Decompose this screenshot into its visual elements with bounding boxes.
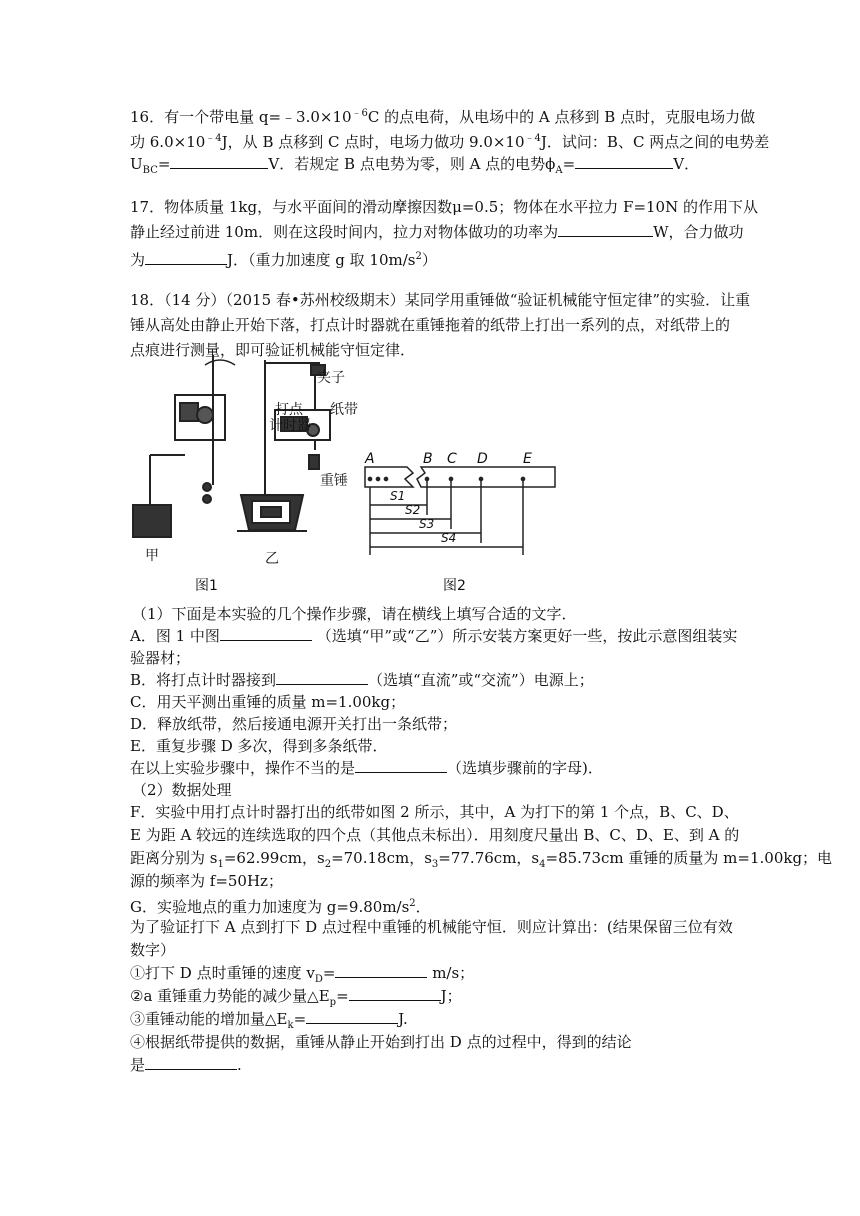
- s-label: S2: [405, 503, 421, 517]
- figure-1-caption: 图1: [195, 578, 218, 594]
- step-g: G．实验地点的重力加速度为 $g=9.80m/s^2$．: [130, 898, 431, 916]
- answer-blank[interactable]: [145, 249, 227, 265]
- question-conclusion-answer: 是 .: [130, 1056, 242, 1074]
- answer-blank[interactable]: [306, 1008, 398, 1024]
- answer-blank[interactable]: [558, 221, 653, 237]
- step-c: C．用天平测出重锤的质量 m=1.00kg；: [130, 693, 406, 711]
- timer-label-2: 计时器: [269, 418, 311, 434]
- jia-label: 甲: [145, 548, 159, 564]
- q16-line-2: 功 $6.0\times 10^{﹣4}J$，从 B 点移到 C 点时，电场力做功 $9.0\times 10^{﹣4}J$．试问：B、C 两点之间的电势差: [130, 133, 770, 151]
- step-f-line-3: 距离分别为 $s_1=62.99cm$，$s_2=70.18cm$，$s_3=77.76cm$，$s_4=85.73cm$ 重锤的质量为 m=1.00kg；电: [130, 849, 833, 870]
- answer-blank[interactable]: [220, 625, 312, 641]
- part1-title: （1）下面是本实验的几个操作步骤，请在横线上填写合适的文字．: [132, 605, 577, 623]
- answer-blank[interactable]: [335, 962, 427, 978]
- step-a-cont: 验器材；: [130, 649, 191, 667]
- q16-line-3: $U_{BC}= V$．若规定 B 点电势为零，则 A 点的电势$\phi_A= V$．: [130, 155, 700, 176]
- question-potential-energy: ②a 重锤重力势能的减少量$\triangle E_p= J$；: [130, 987, 462, 1008]
- s-label: S1: [390, 489, 406, 503]
- improper-step-question: 在以上实验步骤中，操作不当的是 （选填步骤前的字母)．: [130, 759, 603, 777]
- s-label: S4: [441, 531, 457, 545]
- answer-blank[interactable]: [170, 153, 268, 169]
- clip-label: 夹子: [317, 370, 345, 386]
- q18-line-1: 18．（14 分）（2015 春•苏州校级期末）某同学用重锤做“验证机械能守恒定律”的实验．让重: [130, 291, 751, 309]
- point-label: B: [423, 451, 433, 467]
- question-velocity: ①打下 D 点时重锤的速度 $v_D= m/s$；: [130, 964, 475, 985]
- point-label: E: [523, 451, 532, 467]
- point-label: C: [447, 451, 457, 467]
- paper-tape: [365, 467, 555, 555]
- answer-blank[interactable]: [276, 669, 368, 685]
- q16-line-1: 16．有一个带电量 $q=﹣3.0\times 10^{﹣6}C$ 的点电荷，从电场中的 A 点移到 B 点时，克服电场力做: [130, 108, 756, 126]
- tape-label: 纸带: [330, 402, 358, 418]
- step-f-line-1: F．实验中用打点计时器打出的纸带如图 2 所示，其中，A 为打下的第 1 个点，B、C、D、: [130, 803, 739, 821]
- step-f-line-4: 源的频率为 f=50Hz；: [130, 872, 283, 890]
- apparatus-diagram: [125, 355, 735, 605]
- part2-title: （2）数据处理: [132, 781, 232, 799]
- q17-line-3: 为 J．（重力加速度 g 取 $10m/s^2$）: [130, 251, 437, 269]
- point-label: A: [365, 451, 375, 467]
- yi-label: 乙: [265, 551, 279, 567]
- q18-line-2: 锤从高处由静止开始下落，打点计时器就在重锤拖着的纸带上打出一系列的点，对纸带上的: [130, 316, 731, 334]
- experiment-figure: [125, 355, 735, 605]
- answer-blank[interactable]: [355, 757, 447, 773]
- step-d: D．释放纸带，然后接通电源开关打出一条纸带；: [130, 715, 458, 733]
- q18-line-3: 点痕进行测量，即可验证机械能守恒定律．: [130, 341, 416, 359]
- setup-jia: [133, 355, 235, 537]
- step-f-line-2: E 为距 A 较远的连续选取的四个点（其他点未标出）．用刻度尺量出 B、C、D、E、到 A 的: [130, 826, 740, 844]
- answer-blank[interactable]: [575, 153, 673, 169]
- step-e: E．重复步骤 D 多次，得到多条纸带．: [130, 737, 388, 755]
- question-kinetic-energy: ③重锤动能的增加量$\triangle E_k= J$.: [130, 1010, 408, 1031]
- q17-line-1: 17．物体质量 1kg，与水平面间的滑动摩擦因数μ=0.5；物体在水平拉力 F=10N 的作用下从: [130, 198, 758, 216]
- q17-line-2: 静止经过前进 10m．则在这段时间内，拉力对物体做功的功率为 W，合力做功: [130, 223, 744, 241]
- weight-label: 重锤: [320, 473, 348, 489]
- s-label: S3: [419, 517, 435, 531]
- step-a: A．图 1 中图 （选填“甲”或“乙”）所示安装方案更好一些，按此示意图组装实: [130, 627, 738, 645]
- timer-label-1: 打点: [275, 402, 303, 418]
- question-conclusion: ④根据纸带提供的数据，重锤从静止开始到打出 D 点的过程中，得到的结论: [130, 1033, 632, 1051]
- point-label: D: [477, 451, 488, 467]
- instruction-line-1: 为了验证打下 A 点到打下 D 点过程中重锤的机械能守恒．则应计算出：(结果保留三位有效: [130, 918, 733, 936]
- answer-blank[interactable]: [349, 985, 441, 1001]
- step-b: B．将打点计时器接到 （选填“直流”或“交流”）电源上；: [130, 671, 594, 689]
- instruction-line-2: 数字）: [130, 941, 176, 959]
- answer-blank[interactable]: [145, 1054, 237, 1070]
- figure-2-caption: 图2: [443, 578, 466, 594]
